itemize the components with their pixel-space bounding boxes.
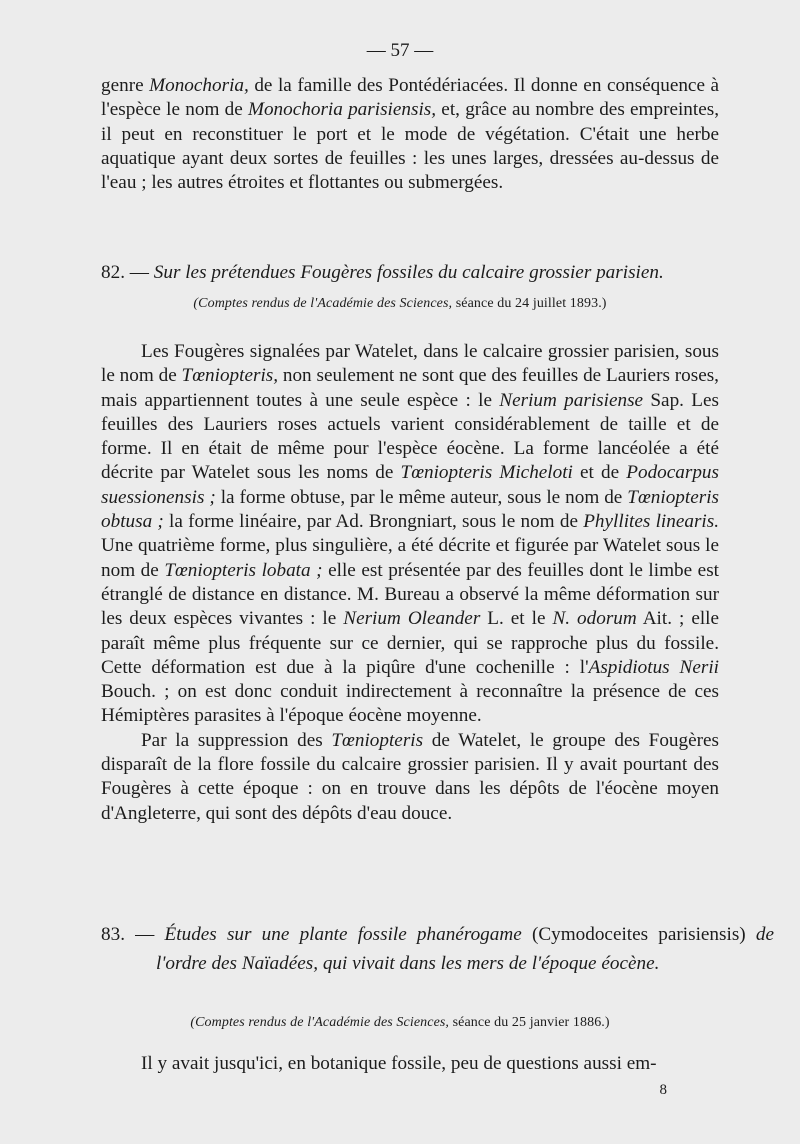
entry-82-body bbox=[101, 340, 719, 826]
entry-83-paragraph-1: Il y avait jusqu'ici, en botanique fossile, peu de questions aussi em- bbox=[141, 1053, 657, 1074]
entry-82-heading bbox=[101, 258, 719, 287]
entry-83-source: (Comptes rendus de l'Académie des Sciences, séance du 25 janvier 1886.) bbox=[190, 1015, 610, 1030]
entry-82-number: 82. — bbox=[101, 262, 154, 283]
entry-83-heading: 83. — Études sur une plante fossile phanérogame (Cymodoceites parisiensis) de l'ordre des Naïadées, qui vivait dans les mers de l'époque éocène. bbox=[101, 924, 774, 974]
intro-text: genre Monochoria, de la famille des Pontédériacées. Il donne en conséquence à l'espèce le nom de Monochoria parisiensis, et, grâce au nombre des empreintes, il peut en reconstituer le port et le mode de végétation. C'était une herbe aquatique ayant deux sortes de feuilles : les unes larges, dressées au-dessus de l'eau ; les autres étroites et flottantes ou submergées. bbox=[101, 75, 720, 194]
entry-83-number: 83. — bbox=[101, 924, 165, 945]
entry-82-paragraph-2: Par la suppression des Tœniopteris de Watelet, le groupe des Fougères disparaît de la flore fossile du calcaire grossier parisien. Il y avait pourtant des Fougères à cette époque : on en trouve dans les dépôts de l'éocène moyen d'Angleterre, qui sont des dépôts d'eau douce. bbox=[101, 729, 719, 824]
signature-mark: 8 bbox=[659, 1082, 667, 1098]
intro-paragraph bbox=[101, 74, 719, 195]
entry-82-title: Sur les prétendues Fougères fossiles du calcaire grossier parisien. bbox=[153, 262, 664, 283]
entry-82-paragraph-1: Les Fougères signalées par Watelet, dans le calcaire grossier parisien, sous le nom de Tœniopteris, non seulement ne sont que des feuilles de Lauriers roses, mais appartiennent toutes à une seule espèce : le Nerium parisiense Sap. Les feuilles des Lauriers roses actuels varient considérablement de taille et de forme. Il en était de même pour l'espèce éocène. La forme lancéolée a été décrite par Watelet sous les noms de Tœniopteris Micheloti et de Podocarpus suessionensis ; la forme obtuse, par le même auteur, sous le nom de Tœniopteris obtusa ; la forme linéaire, par Ad. Brongniart, sous le nom de Phyllites linearis. Une quatrième forme, plus singulière, a été décrite et figurée par Watelet sous le nom de Tœniopteris lobata ; elle est présentée par des feuilles dont le limbe est étranglé de distance en distance. M. Bureau a observé la même déformation sur les deux espèces vivantes : le Nerium Oleander L. et le N. odorum Ait. ; elle paraît même plus fréquente sur ce dernier, qui se rapproche plus du fossile. Cette déformation est due à la piqûre d'une cochenille : l'Aspidiotus Nerii Bouch. ; on est donc conduit indirectement à reconnaître la présence de ces Hémiptères parasites à l'époque éocène moyenne. bbox=[101, 341, 720, 727]
entry-83-body bbox=[101, 1052, 719, 1076]
page-number: — 57 — bbox=[366, 40, 434, 61]
entry-82-source: (Comptes rendus de l'Académie des Sciences, séance du 24 juillet 1893.) bbox=[193, 296, 607, 311]
